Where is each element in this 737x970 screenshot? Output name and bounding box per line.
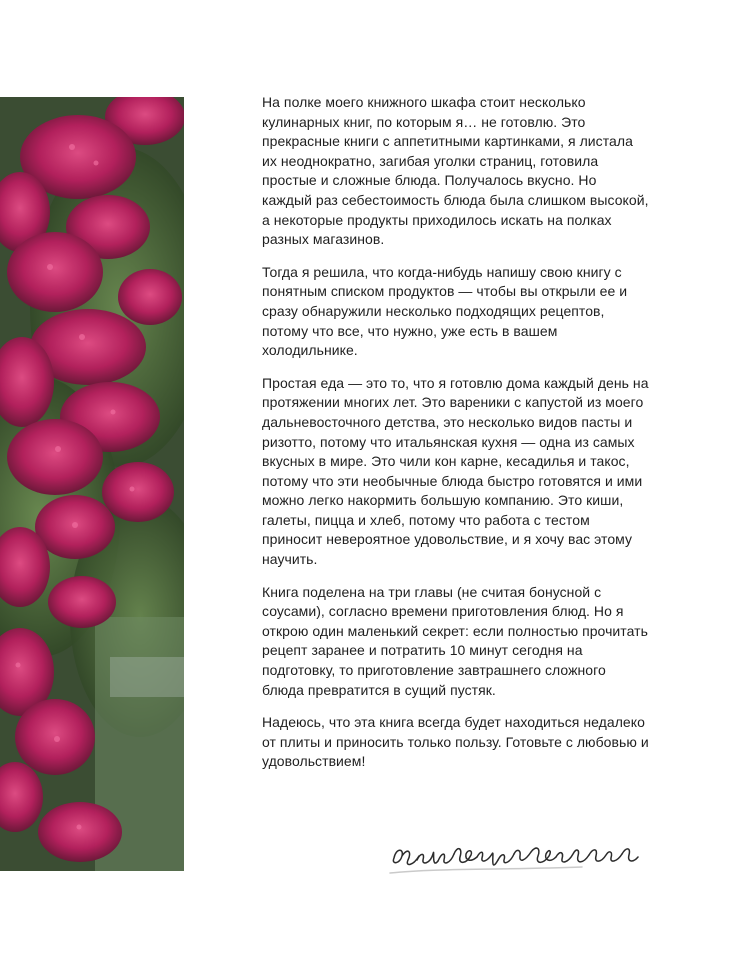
intro-text (262, 93, 650, 785)
flowering-hawthorn-photo (0, 97, 184, 871)
paragraph-1: На полке моего книжного шкафа стоит несколько кулинарных книг, по которым я… не готовлю. Это прекрасные книги с аппетитными картинками, я листала их неоднократно, загибая уголки страниц, готовила простые и сложные блюда. Получалось вкусно. Но каждый раз себестоимость блюда была слишком высокой, а некоторые продукты приходилось искать на полках разных магазинов. (262, 94, 649, 248)
paragraph-4: Книга поделена на три главы (не считая бонусной с соусами), согласно времени приготовления блюд. Но я открою один маленький секрет: если полностью прочитать рецепт заранее и потратить 10 минут сегодня на подготовку, то приготовление завтрашнего сложного блюда превратится в сущий пустяк. (262, 583, 648, 698)
paragraph-5: Надеюсь, что эта книга всегда будет находиться недалеко от плиты и приносить только пользу. Готовьте с любовью и удовольствием! (262, 714, 649, 770)
paragraph-2: Тогда я решила, что когда-нибудь напишу свою книгу с понятным списком продуктов — чтобы вы открыли ее и сразу обнаружили несколько подходящих рецептов, потому что все, что нужно, уже есть в вашем холодильнике. (262, 263, 628, 359)
paragraph-3: Простая еда — это то, что я готовлю дома каждый день на протяжении многих лет. Это вареники с капустой из моего дальневосточного детства, это несколько видов пасты и ризотто, потому что итальянская кухня — одна из самых вкусных в мире. Это чили кон карне, кесадилья и такос, потому что эти необычные блюда быстро готовятся и ими можно легко накормить большую компанию. Это киши, галеты, пицца и хлеб, потому что работа с тестом приносит невероятное удовольствие, и я хочу вас этому научить. (262, 374, 649, 568)
author-signature (386, 830, 644, 888)
